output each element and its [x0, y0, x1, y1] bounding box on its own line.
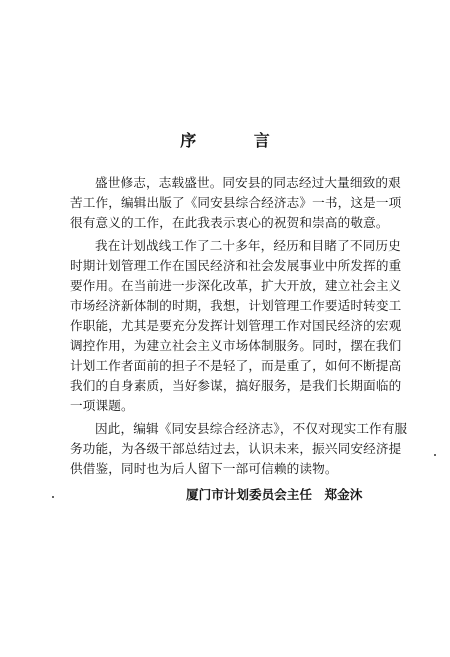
paragraph-line: 苦工作，编辑出版了《同安县综合经济志》一书，这是一项 — [70, 195, 402, 210]
page-title: 序 言 — [180, 131, 296, 150]
scan-speck — [52, 496, 54, 498]
paragraph-line: 计划工作者面前的担子不是轻了，而是重了，如何不断提高 — [70, 358, 402, 373]
signature: 厦门市计划委员会主任 郑金沐 — [186, 487, 363, 502]
paragraph-line: 要作用。在当前进一步深化改革，扩大开放，建立社会主义 — [70, 278, 402, 293]
paragraph-line: 时期计划管理工作在国民经济和社会发展事业中所发挥的重 — [70, 258, 402, 273]
paragraph-line: 一项课题。 — [70, 398, 134, 413]
paragraph-line: 我们的自身素质，当好参谋，搞好服务，是我们长期面临的 — [70, 378, 402, 393]
paragraph-line: 供借鉴，同时也为后人留下一部可信赖的读物。 — [70, 461, 338, 476]
paragraph-line: 我在计划战线工作了二十多年，经历和目睹了不同历史 — [95, 238, 401, 253]
paragraph-line: 务功能，为各级干部总结过去，认识未来，振兴同安经济提 — [70, 441, 402, 456]
scan-speck — [434, 454, 436, 456]
paragraph-line: 市场经济新体制的时期，我想，计划管理工作要适时转变工 — [70, 298, 402, 313]
paragraph-line: 因此，编辑《同安县综合经济志》，不仅对现实工作有服 — [95, 421, 408, 436]
paragraph-line: 作职能，尤其是要充分发挥计划管理工作对国民经济的宏观 — [70, 318, 402, 333]
paragraph-line: 调控作用，为建立社会主义市场体制服务。同时，摆在我们 — [70, 338, 402, 353]
paragraph-line: 很有意义的工作，在此我表示衷心的祝贺和崇高的敬意。 — [70, 215, 389, 230]
paragraph-line: 盛世修志，志载盛世。同安县的同志经过大量细致的艰 — [95, 175, 401, 190]
